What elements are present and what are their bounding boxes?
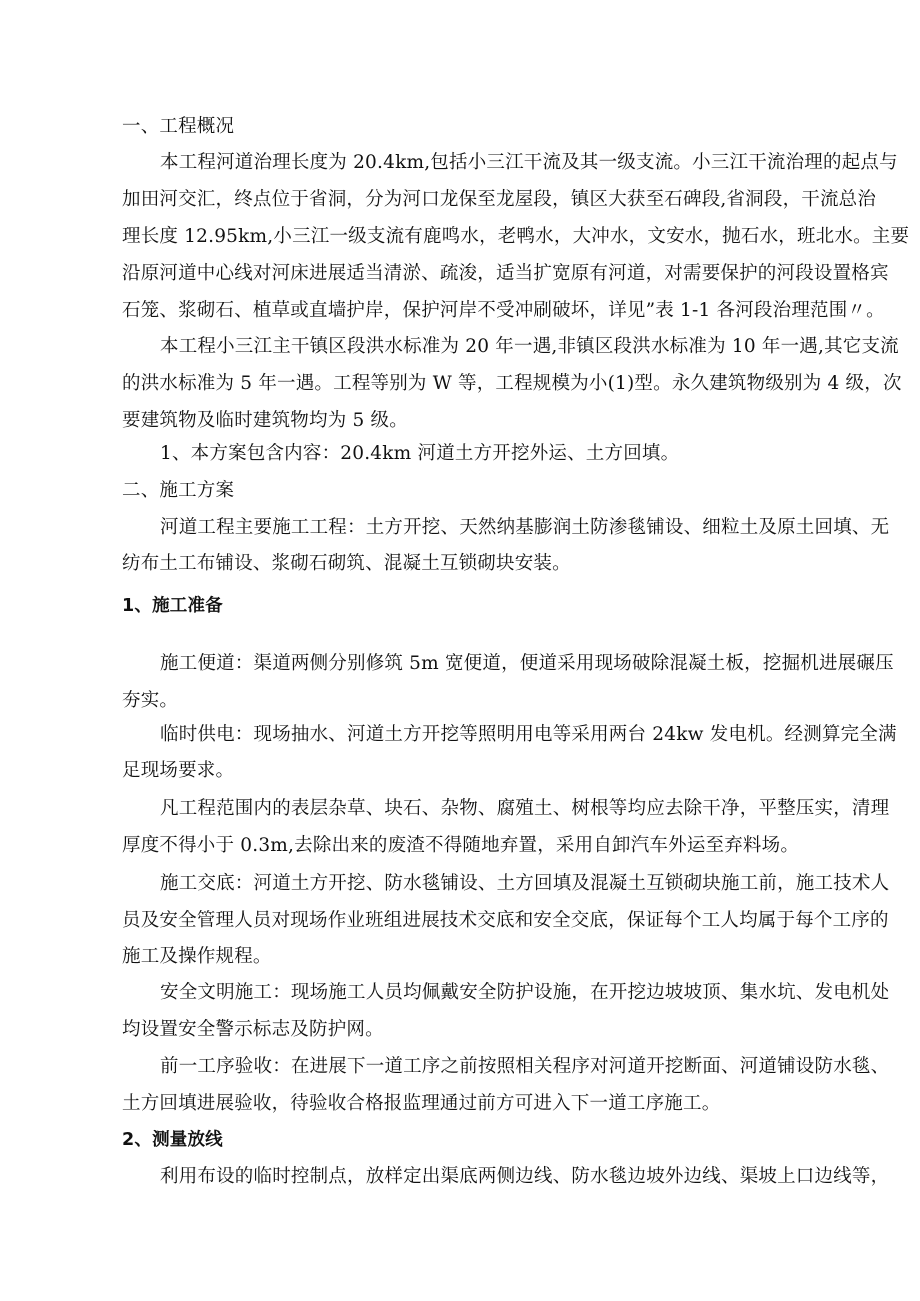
text-line: 临时供电：现场抽水、河道土方开挖等照明用电等采用两台 24kw 发电机。经测算完全满 (160, 724, 897, 745)
text-line: 本工程小三江主干镇区段洪水标准为 20 年一遇,非镇区段洪水标准为 10 年一遇,其它支流 (160, 336, 899, 357)
section-heading-overview: 一、工程概况 (122, 116, 235, 137)
text-line: 前一工序验收：在进展下一道工序之前按照相关程序对河道开挖断面、河道铺设防水毯、 (160, 1056, 890, 1077)
text-line: 沿原河道中心线对河床进展适当清淤、疏浚，适当扩宽原有河道，对需要保护的河段设置格宾 (122, 263, 889, 284)
text-line: 土方回填进展验收，待验收合格报监理通过前方可进入下一道工序施工。 (122, 1093, 721, 1114)
text-line: 加田河交汇，终点位于省洞，分为河口龙保至龙屋段，镇区大获至石碑段,省洞段，干流总治 (122, 189, 877, 210)
text-line: 施工便道：渠道两侧分别修筑 5m 宽便道，便道采用现场破除混凝土板，挖掘机进展碾压 (160, 653, 894, 674)
text-line: 石笼、浆砌石、植草或直墙护岸，保护河岸不受冲刷破坏，详见”表 1-1 各河段治理范围〃。 (122, 300, 885, 321)
text-line: 理长度 12.95km,小三江一级支流有鹿鸣水，老鸭水，大冲水，文安水，抛石水，班北水。主要 (122, 226, 910, 247)
text-line: 纺布土工布铺设、浆砌石砌筑、混凝土互锁砌块安装。 (122, 553, 571, 574)
text-line: 厚度不得小于 0.3m,去除出来的废渣不得随地弃置，采用自卸汽车外运至弃料场。 (122, 835, 800, 856)
text-line: 要建筑物及临时建筑物均为 5 级。 (122, 410, 408, 431)
text-line: 施工交底：河道土方开挖、防水毯铺设、土方回填及混凝土互锁砌块施工前，施工技术人 (160, 873, 890, 894)
section-heading-construction-plan: 二、施工方案 (122, 480, 235, 501)
subheading-preparation: 1、施工准备 (122, 596, 223, 616)
text-line: 施工及操作规程。 (122, 946, 272, 967)
text-line: 河道工程主要施工工程：土方开挖、天然纳基膨润土防渗毯铺设、细粒土及原土回填、无 (160, 517, 890, 538)
paragraph-scheme-content: 1、本方案包含内容：20.4km 河道土方开挖外运、土方回填。 (160, 443, 680, 464)
text-line: 本工程河道治理长度为 20.4km,包括小三江干流及其一级支流。小三江干流治理的起点与 (160, 152, 898, 173)
text-line: 员及安全管理人员对现场作业班组进展技术交底和安全交底，保证每个工人均属于每个工序的 (122, 910, 889, 931)
subheading-survey: 2、测量放线 (122, 1130, 223, 1150)
text-line: 安全文明施工：现场施工人员均佩戴安全防护设施，在开挖边坡坡顶、集水坑、发电机处 (160, 982, 890, 1003)
text-line: 夯实。 (122, 690, 179, 711)
text-line: 足现场要求。 (122, 760, 235, 781)
paragraph-survey-layout: 利用布设的临时控制点，放样定出渠底两侧边线、防水毯边坡外边线、渠坡上口边线等， (160, 1166, 890, 1187)
text-line: 凡工程范围内的表层杂草、块石、杂物、腐殖土、树根等均应去除干净，平整压实，清理 (160, 798, 890, 819)
text-line: 的洪水标准为 5 年一遇。工程等别为 W 等，工程规模为小(1)型。永久建筑物级别为 4 级，次 (122, 373, 902, 394)
text-line: 均设置安全警示标志及防护网。 (122, 1019, 384, 1040)
